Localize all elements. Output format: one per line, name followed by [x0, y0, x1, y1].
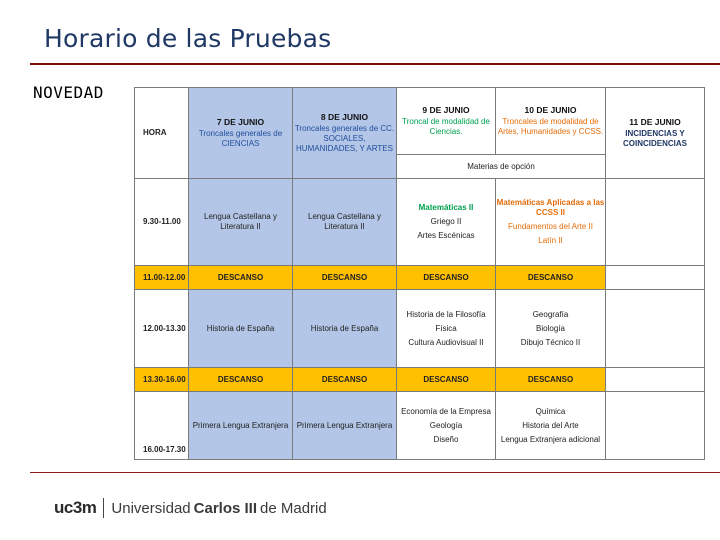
desc-10-junio: Troncales de modalidad de Artes, Humanidades y CCSS.: [497, 117, 604, 136]
desc-11-junio: INCIDENCIAS Y COINCIDENCIAS: [622, 129, 687, 148]
materias-opcion-label: Materias de opción: [397, 155, 606, 179]
descanso-cell: DESCANSO: [293, 368, 397, 392]
table-row: [135, 179, 705, 266]
subject-item: Cultura Audiovisual II: [408, 337, 484, 347]
subject-cell: Primera Lengua Extranjera: [293, 392, 397, 460]
footer-divider: [30, 472, 720, 473]
logo-text-carlos: Carlos III: [193, 499, 257, 517]
title-divider: [30, 63, 720, 65]
desc-9-junio: Troncal de modalidad de Ciencias.: [402, 117, 490, 136]
descanso-cell: DESCANSO: [189, 368, 293, 392]
subject-item: Griego II: [430, 217, 462, 226]
subject-item: Matemáticas II: [418, 203, 474, 212]
subject-item: Geografía: [532, 309, 569, 319]
logo-text-madrid: de Madrid: [260, 499, 327, 517]
descanso-row: [135, 368, 705, 392]
subject-list-cell: [496, 392, 606, 460]
subject-item: Química: [535, 406, 566, 416]
subject-item: Biología: [536, 323, 565, 333]
descanso-row: [135, 266, 705, 290]
time-cell: 11.00-12.00: [135, 266, 189, 290]
table-row: [135, 392, 705, 460]
subject-cell: Lengua Castellana y Literatura II: [189, 179, 293, 266]
time-cell: 16.00-17.30: [135, 392, 189, 460]
subject-item: Historia del Arte: [522, 420, 579, 430]
descanso-cell: DESCANSO: [397, 266, 496, 290]
descanso-cell: DESCANSO: [293, 266, 397, 290]
empty-cell: [606, 368, 705, 392]
table-row: [135, 290, 705, 368]
header-9-junio: [397, 88, 496, 155]
subject-cell: Lengua Castellana y Literatura II: [293, 179, 397, 266]
novedad-label: NOVEDAD: [33, 83, 104, 102]
header-7-junio: [189, 88, 293, 179]
descanso-cell: DESCANSO: [189, 266, 293, 290]
subject-list-cell: [397, 290, 496, 368]
header-8-junio: [293, 88, 397, 179]
hora-header: HORA: [135, 88, 189, 179]
subject-cell: Historia de España: [189, 290, 293, 368]
subject-list-cell: [496, 179, 606, 266]
subject-list-cell: [397, 392, 496, 460]
subject-list-cell: [397, 179, 496, 266]
subject-item: Historia de la Filosofía: [406, 309, 486, 319]
descanso-cell: DESCANSO: [496, 368, 606, 392]
logo-uc3m: uc3m: [54, 498, 97, 517]
subject-cell: Primera Lengua Extranjera: [189, 392, 293, 460]
date-7-junio: 7 DE JUNIO: [216, 117, 265, 127]
empty-cell: [606, 179, 705, 266]
header-10-junio: [496, 88, 606, 155]
descanso-cell: DESCANSO: [496, 266, 606, 290]
empty-cell: [606, 392, 705, 460]
logo-separator: [103, 498, 104, 518]
subject-cell: Historia de España: [293, 290, 397, 368]
time-cell: 9.30-11.00: [135, 179, 189, 266]
subject-item: Fundamentos del Arte II: [508, 222, 593, 231]
time-cell: 13.30-16.00: [135, 368, 189, 392]
date-8-junio: 8 DE JUNIO: [320, 112, 369, 122]
desc-8-junio: Troncales generales de CC. SOCIALES, HUMANIDADES, Y ARTES: [294, 124, 395, 153]
university-logo: [54, 496, 327, 520]
subject-item: Dibujo Técnico II: [520, 337, 581, 347]
logo-text-universidad: Universidad: [111, 499, 191, 517]
header-11-junio: [606, 88, 705, 179]
subject-item: Artes Escénicas: [417, 231, 475, 240]
subject-item: Geología: [429, 420, 463, 430]
subject-item: Latín II: [538, 236, 563, 245]
date-10-junio: 10 DE JUNIO: [524, 105, 577, 115]
descanso-cell: DESCANSO: [397, 368, 496, 392]
exam-schedule-table: [134, 87, 705, 460]
subject-item: Economía de la Empresa: [401, 406, 491, 416]
slide-title: Horario de las Pruebas: [44, 24, 332, 53]
subject-item: Lengua Extranjera adicional: [500, 434, 601, 444]
empty-cell: [606, 290, 705, 368]
date-9-junio: 9 DE JUNIO: [422, 105, 470, 115]
header-row: [135, 88, 705, 155]
empty-cell: [606, 266, 705, 290]
time-cell: 12.00-13.30: [135, 290, 189, 368]
date-11-junio: 11 DE JUNIO: [629, 117, 681, 127]
subject-item: Física: [435, 323, 457, 333]
desc-7-junio: Troncales generales de CIENCIAS: [198, 129, 283, 148]
subject-item: Diseño: [433, 434, 459, 444]
subject-list-cell: [496, 290, 606, 368]
subject-item: Matemáticas Aplicadas a las CCSS II: [496, 198, 605, 217]
